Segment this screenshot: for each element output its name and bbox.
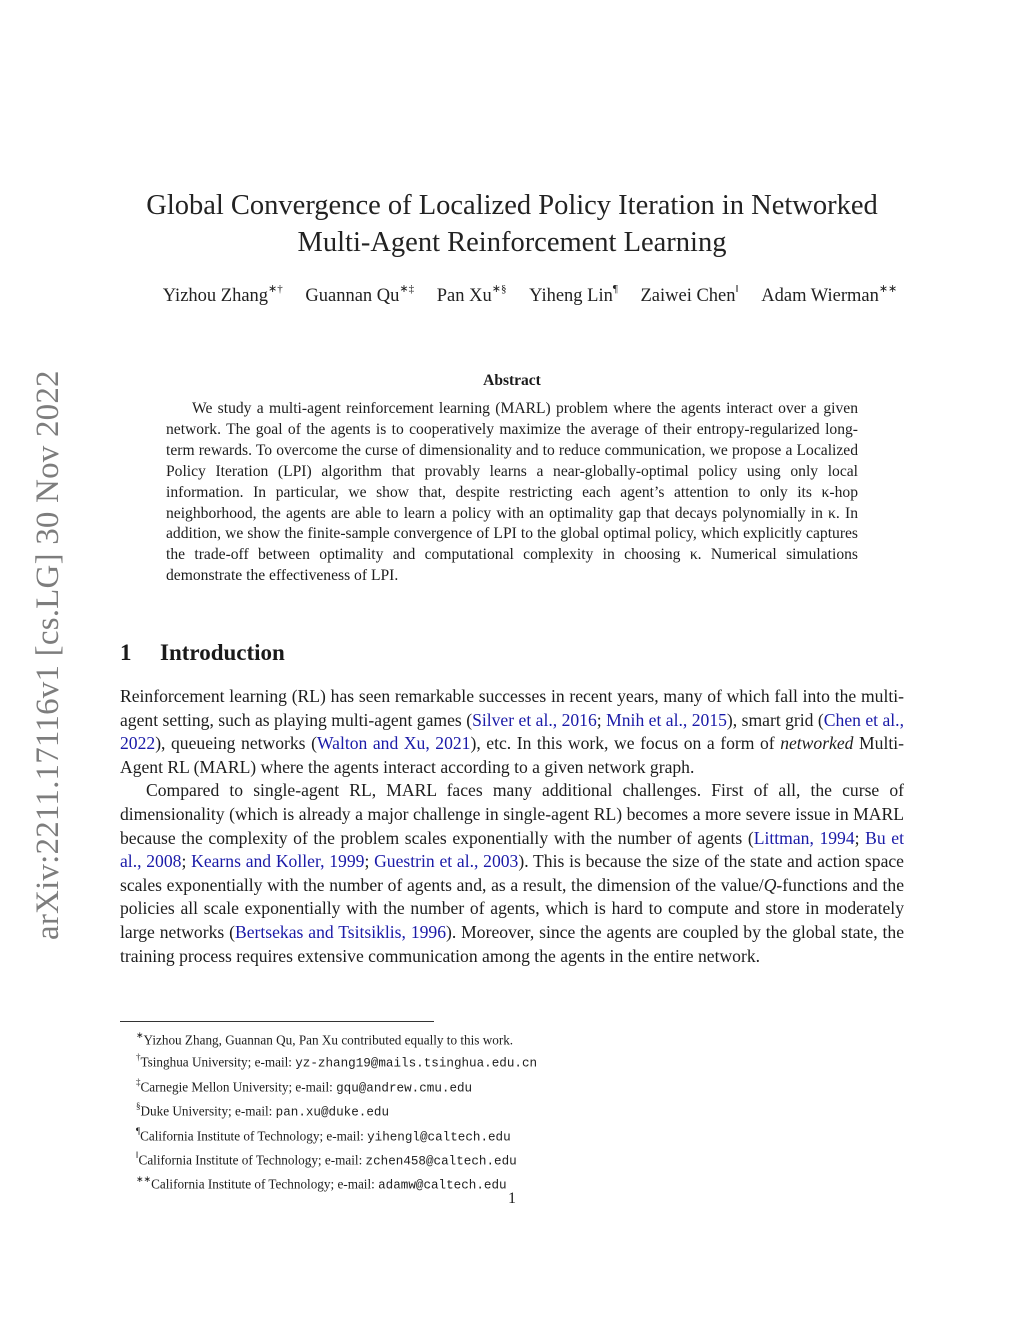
email[interactable]: gqu@andrew.cmu.edu — [336, 1081, 473, 1096]
citation-link[interactable]: Walton and Xu, 2021 — [316, 733, 471, 754]
title-line-2: Multi-Agent Reinforcement Learning — [297, 227, 727, 258]
citation-link[interactable]: Kearns and Koller, 1999 — [191, 851, 365, 872]
footnote: ∗∗California Institute of Technology; e-mail: adamw@caltech.edu — [136, 1174, 507, 1193]
page-number: 1 — [508, 1190, 516, 1207]
abstract-heading: Abstract — [483, 372, 541, 389]
citation-link[interactable]: Chen et al., 2022 — [120, 709, 904, 754]
author-list — [110, 284, 950, 307]
citation-link[interactable]: Guestrin et al., 2003 — [374, 851, 519, 872]
abstract-body — [166, 399, 858, 587]
section-title: Introduction — [160, 640, 285, 665]
citation-link[interactable]: Silver et al., 2016 — [472, 709, 597, 730]
email[interactable]: yz-zhang19@mails.tsinghua.edu.cn — [295, 1056, 538, 1071]
citation-link[interactable]: Mnih et al., 2015 — [606, 709, 727, 730]
citation-link[interactable]: Bu et al., 2008 — [120, 827, 904, 872]
citation-link[interactable]: Bertsekas and Tsitsiklis, 1996 — [234, 921, 447, 942]
footnote: †Tsinghua University; e-mail: yz-zhang19@mails.tsinghua.edu.cn — [136, 1052, 538, 1071]
section-heading — [120, 640, 285, 666]
abstract-text: We study a multi-agent reinforcement learning (MARL) problem where the agents interact over a given network. The goal of the agents is to cooperatively maximize the average of their entropy-regularized long-term rewards. To overcome the curse of dimensionality and to reduce communication, we propose a Localized Policy Iteration (LPI) algorithm that provably learns a near-globally-optimal policy using only local information. In particular, we show that, despite restricting each agent’s attention to only its κ-hop neighborhood, the agents are able to learn a policy with an optimality gap that decays polynomially in κ. In addition, we show the finite-sample convergence of LPI to the global optimal policy, which explicitly captures the trade-off between optimality and computational complexity in choosing κ. Numerical simulations demonstrate the effectiveness of LPI. — [166, 400, 858, 585]
footnote: ‡Carnegie Mellon University; e-mail: gqu@andrew.cmu.edu — [136, 1076, 473, 1096]
footnote: §Duke University; e-mail: pan.xu@duke.edu — [136, 1101, 390, 1120]
title-line-1: Global Convergence of Localized Policy Iteration in Networked — [146, 190, 878, 221]
citation-link[interactable]: Littman, 1994 — [753, 827, 855, 848]
email[interactable]: pan.xu@duke.edu — [275, 1105, 390, 1120]
arxiv-identifier[interactable]: arXiv:2211.17116v1 [cs.LG] 30 Nov 2022 — [30, 370, 66, 940]
email[interactable]: zchen458@caltech.edu — [365, 1154, 517, 1169]
introduction-body — [120, 685, 904, 968]
author: Yiheng Lin¶ — [529, 283, 618, 307]
paper-title — [120, 187, 904, 261]
footnotes — [120, 1027, 904, 1196]
section-number: 1 — [120, 640, 132, 665]
footnote: ∗Yizhou Zhang, Guannan Qu, Pan Xu contributed equally to this work. — [136, 1030, 514, 1048]
author: Pan Xu∗§ — [436, 283, 507, 307]
author: Yizhou Zhang∗† — [162, 283, 283, 307]
footnote: ‖California Institute of Technology; e-mail: zchen458@caltech.edu — [136, 1149, 517, 1169]
footnote-rule — [120, 1021, 434, 1022]
author: Adam Wierman∗∗ — [761, 283, 898, 307]
paragraph-1: Reinforcement learning (RL) has seen remarkable successes in recent years, many of which fall into the multi-agent setting, such as playing multi-agent games (Silver et al., 2016; Mnih et al., 2015), smart grid (Chen et al., 2022), queueing networks (Walton and Xu, 2021), etc. In this work, we focus on a form of networked Multi-Agent RL (MARL) where the agents interact according to a given network graph. — [120, 686, 904, 777]
author: Zaiwei Chen‖ — [640, 283, 739, 307]
email[interactable]: yihengl@caltech.edu — [367, 1129, 511, 1144]
paragraph-2: Compared to single-agent RL, MARL faces many additional challenges. First of all, the curse of dimensionality (which is already a major challenge in single-agent RL) becomes a more severe issue in MARL because the complexity of the problem scales exponentially with the number of agents (Littman, 1994; Bu et al., 2008; Kearns and Koller, 1999; Guestrin et al., 2003). This is because the size of the state and action space scales exponentially with the number of agents and, as a result, the dimension of the value/Q-functions and the policies all scale exponentially with the number of agents, which is hard to compute and store in moderately large networks (Bertsekas and Tsitsiklis, 1996). Moreover, since the agents are coupled by the global state, the training process requires extensive communication among the agents in the entire network. — [120, 780, 905, 966]
footnote: ¶California Institute of Technology; e-mail: yihengl@caltech.edu — [136, 1125, 511, 1144]
email[interactable]: adamw@caltech.edu — [378, 1178, 507, 1193]
author: Guannan Qu∗‡ — [305, 283, 415, 307]
